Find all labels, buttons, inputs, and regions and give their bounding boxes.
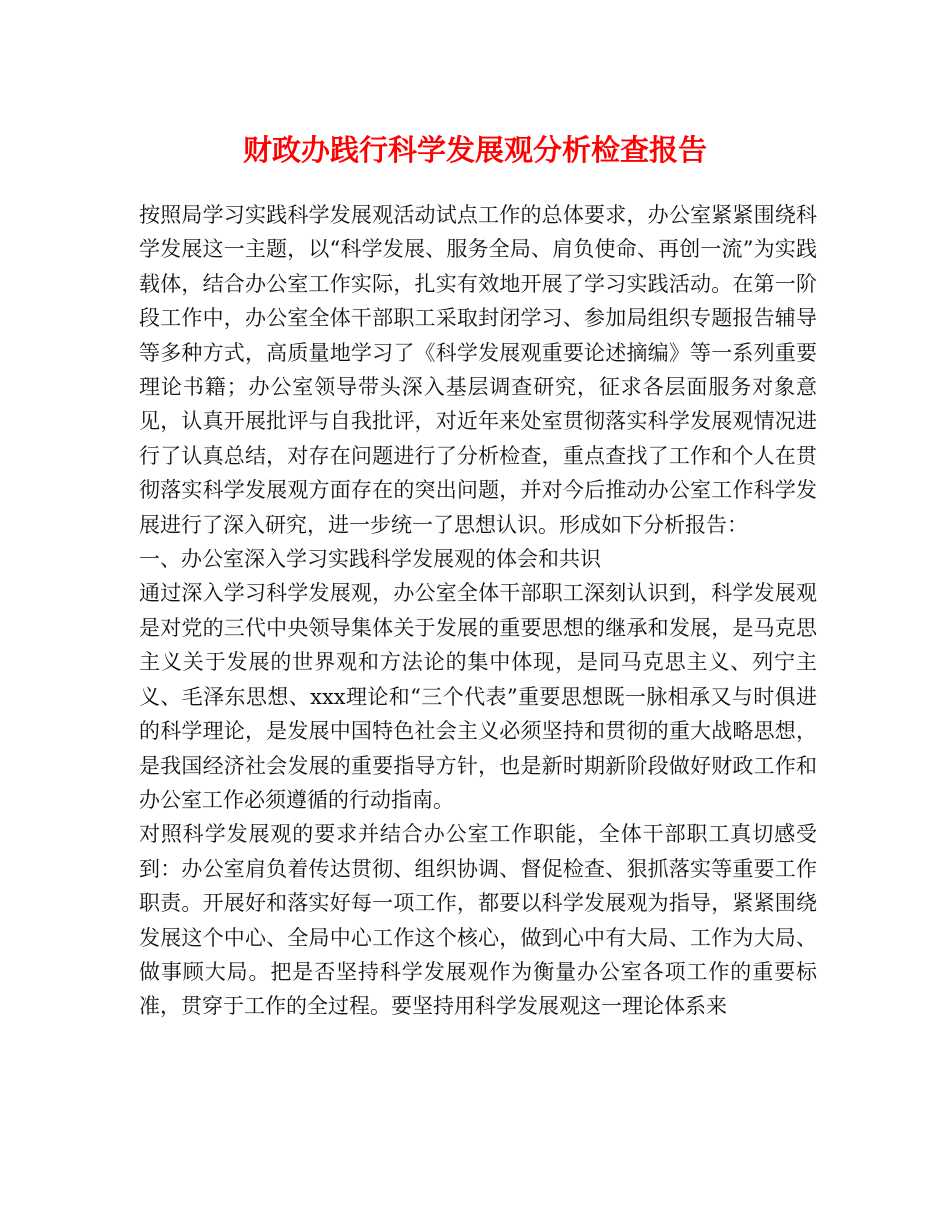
paragraph-understanding: 通过深入学习科学发展观，办公室全体干部职工深刻认识到，科学发展观是对党的三代中央领导集体关于发展的重要思想的继承和发展，是马克思主义关于发展的世界观和方法论的集中体现，是同马克思主义、列宁主义、毛泽东思想、xxx理论和“三个代表”重要思想既一脉相承又与时俱进的科学理论，是发展中国特色社会主义必须坚持和贯彻的重大战略思想，是我国经济社会发展的重要指导方针，也是新时期新阶段做好财政工作和办公室工作必须遵循的行动指南。 <box>139 581 817 812</box>
paragraph-duties: 对照科学发展观的要求并结合办公室工作职能，全体干部职工真切感受到：办公室肩负着传达贯彻、组织协调、督促检查、狠抓落实等重要工作职责。开展好和落实好每一项工作，都要以科学发展观为指导，紧紧围绕发展这个中心、全局中心工作这个核心，做到心中有大局、工作为大局、做事顾大局。把是否坚持科学发展观作为衡量办公室各项工作的重要标准，贯穿于工作的全过程。要坚持用科学发展观这一理论体系来 <box>139 822 817 1019</box>
document-title: 财政办践行科学发展观分析检查报告 <box>242 133 707 167</box>
paragraph-intro: 按照局学习实践科学发展观活动试点工作的总体要求，办公室紧紧围绕科学发展这一主题，以“科学发展、服务全局、肩负使命、再创一流”为实践载体，结合办公室工作实际，扎实有效地开展了学习实践活动。在第一阶段工作中，办公室全体干部职工采取封闭学习、参加局组织专题报告辅导等多种方式，高质量地学习了《科学发展观重要论述摘编》等一系列重要理论书籍；办公室领导带头深入基层调查研究，征求各层面服务对象意见，认真开展批评与自我批评，对近年来处室贯彻落实科学发展观情况进行了认真总结，对存在问题进行了分析检查，重点查找了工作和个人在贯彻落实科学发展观方面存在的突出问题，并对今后推动办公室工作科学发展进行了深入研究，进一步统一了思想认识。形成如下分析报告： <box>139 203 817 537</box>
section-heading-1: 一、办公室深入学习实践科学发展观的体会和共识 <box>139 547 601 572</box>
document-body <box>139 198 817 1024</box>
